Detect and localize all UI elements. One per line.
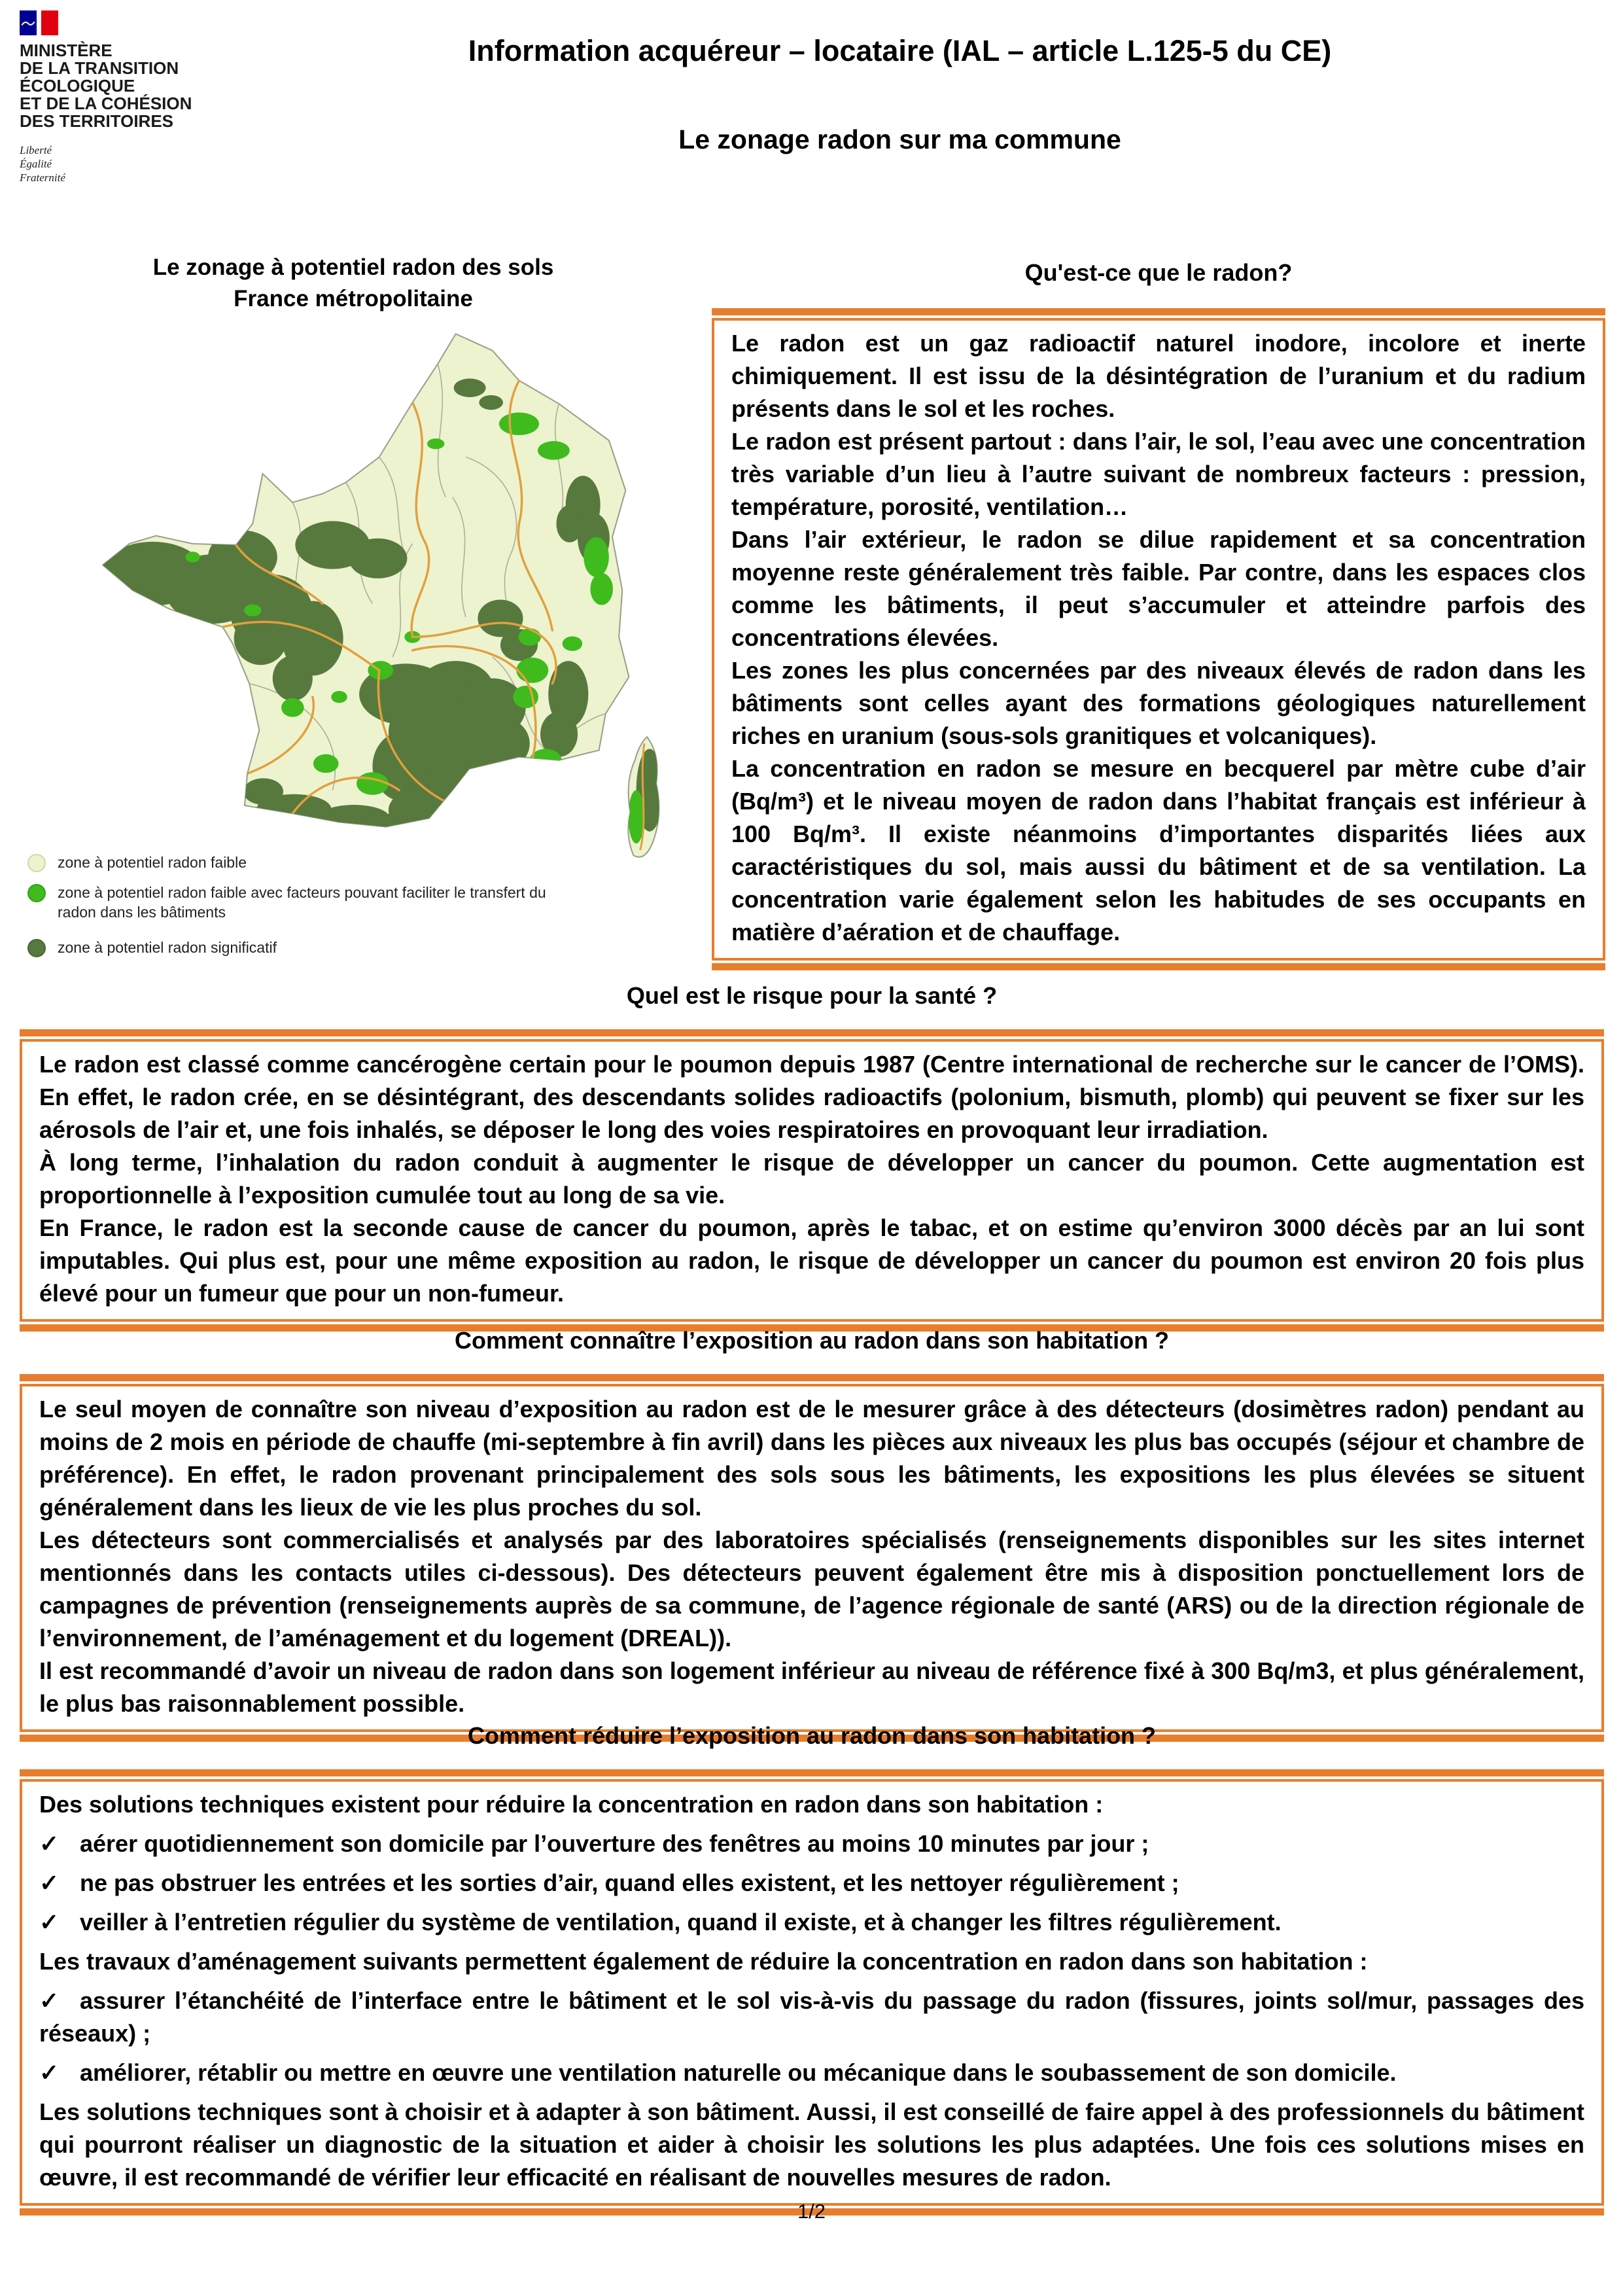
paragraph: Il est recommandé d’avoir un niveau de radon dans son logement inférieur au niveau de référence fixé à 300 Bq/m3, et plus généralement, le plus bas raisonnablement possible. — [39, 1657, 1584, 1717]
paragraph: Les zones les plus concernées par des niveaux élevés de radon dans les bâtiments sont celles ayant des formations géologiques naturellement riches en uranium (sous-sols granitiques et volcaniques). — [731, 657, 1586, 749]
section-heading: Qu'est-ce que le radon? — [1024, 259, 1293, 286]
paragraph: Les détecteurs sont commercialisés et analysés par des laboratoires spécialisés (renseignements disponibles sur les sites internet mentionnés dans les contacts utiles ci-dessous). Des détecteurs peuvent également être mis à disposition ponctuellement lors de campagnes de prévention (renseignements auprès de sa commune, de l’agence régionale de santé (ARS) ou de la direction régionale de l’environnement, de l’aménagement et du logement (DREAL)). — [39, 1527, 1584, 1651]
map-title-line2: France métropolitaine — [234, 286, 473, 311]
page-title: Information acquéreur – locataire (IAL – article L.125-5 du CE) — [468, 34, 1332, 67]
ministry-line: DE LA TRANSITION — [20, 58, 179, 78]
checklist-item: ✓ veiller à l’entretien régulier du système de ventilation, quand il existe, et à changer les filtres régulièrement. — [39, 1906, 1584, 1939]
legend-swatch-significatif-icon — [27, 939, 46, 957]
paragraph: Le seul moyen de connaître son niveau d’exposition au radon est de le mesurer grâce à des détecteurs (dosimètres radon) pendant au moins de 2 mois en période de chauffe (mi-septembre à fin avril) dans les pièces aux niveaux les plus bas occupés (séjour et chambre de préférence). En effet, le radon provenant principalement des sols sous les bâtiments, les expositions les plus élevées se situent généralement dans les lieux de vie les plus proches du sol. — [39, 1396, 1584, 1521]
check-icon: ✓ — [39, 2059, 60, 2086]
section-heading: Quel est le risque pour la santé ? — [626, 982, 998, 1009]
ministry-line: ÉCOLOGIQUE — [20, 76, 135, 96]
check-icon: ✓ — [39, 1909, 60, 1935]
section-know-exposure — [20, 1326, 1604, 1742]
orange-box — [20, 1029, 1604, 1332]
page-subtitle: Le zonage radon sur ma commune — [678, 124, 1121, 154]
ministry-line: DES TERRITOIRES — [20, 111, 174, 131]
section-heading: Comment réduire l’exposition au radon dans son habitation ? — [467, 1722, 1157, 1749]
ministry-line: ET DE LA COHÉSION — [20, 94, 192, 113]
legend-item-faible — [27, 853, 675, 872]
map-title — [20, 252, 687, 315]
paragraph: Les solutions techniques sont à choisir et à adapter à son bâtiment. Aussi, il est conseillé de faire appel à des professionnels du bâtiment qui pourront réaliser un diagnostic de la situation et aider à choisir les solutions les plus adaptées. Une fois ces solutions mises en œuvre, il est recommandé de vérifier leur efficacité en réalisant de nouvelles mesures de radon. — [39, 2098, 1584, 2191]
check-icon: ✓ — [39, 1869, 60, 1896]
checklist-item: ✓ aérer quotidiennement son domicile par l’ouverture des fenêtres au moins 10 minutes par jour ; — [39, 1828, 1584, 1860]
section-reduce-exposure — [20, 1722, 1604, 2216]
legend-label: zone à potentiel radon faible avec facteurs pouvant faciliter le transfert du radon dans les bâtiments — [58, 884, 546, 921]
checklist-item: ✓ assurer l’étanchéité de l’interface entre le bâtiment et le sol vis-à-vis du passage du radon (fissures, joints sol/mur, passages des réseaux) ; — [39, 1985, 1584, 2050]
check-icon: ✓ — [39, 1830, 60, 1857]
check-icon: ✓ — [39, 1987, 60, 2014]
paragraph: Le radon est un gaz radioactif naturel inodore, incolore et inerte chimiquement. Il est issu de la désintégration de l’uranium et du radium présents dans le sol et les roches. — [731, 330, 1586, 422]
paragraph: Le radon est classé comme cancérogène certain pour le poumon depuis 1987 (Centre international de recherche sur le cancer de l’OMS). En effet, le radon crée, en se désintégrant, des descendants solides radioactifs (polonium, bismuth, plomb) qui peuvent se fixer sur les aérosols de l’air et, une fois inhalés, se déposer le long des voies respiratoires en provoquant leur irradiation. — [39, 1051, 1584, 1143]
legend-swatch-faible-icon — [27, 854, 46, 872]
section-what-is-radon — [712, 258, 1605, 970]
section-health-risk — [20, 981, 1604, 1332]
paragraph: Les travaux d’aménagement suivants permettent également de réduire la concentration en radon dans son habitation : — [39, 1948, 1368, 1975]
map-legend — [27, 853, 675, 968]
legend-item-faible-facteurs — [27, 883, 675, 922]
legend-item-significatif — [27, 938, 675, 957]
paragraph: La concentration en radon se mesure en becquerel par mètre cube d’air (Bq/m³) et le niveau moyen de radon dans l’habitat français est inférieur à 100 Bq/m³. Il existe néanmoins d’importantes disparités liées aux caractéristiques du sol, mais aussi du bâtiment et de sa ventilation. La concentration varie également selon les habitudes de ses occupants en matière d’aération et de chauffage. — [731, 755, 1586, 945]
legend-label: zone à potentiel radon faible — [58, 854, 247, 871]
french-flag-icon — [20, 10, 63, 35]
checklist-item: ✓ améliorer, rétablir ou mettre en œuvre une ventilation naturelle ou mécanique dans le soubassement de son domicile. — [39, 2057, 1584, 2089]
map-title-line1: Le zonage à potentiel radon des sols — [152, 255, 554, 280]
paragraph: À long terme, l’inhalation du radon conduit à augmenter le risque de développer un cancer du poumon. Cette augmentation est proportionnelle à l’exposition cumulée tout au long de sa vie. — [39, 1149, 1584, 1209]
legend-swatch-faible-facteurs-icon — [27, 884, 46, 902]
ministry-line: MINISTÈRE — [20, 41, 113, 60]
france-radon-map — [92, 324, 693, 877]
orange-box — [20, 1769, 1604, 2216]
paragraph: Des solutions techniques existent pour réduire la concentration en radon dans son habitation : — [39, 1791, 1104, 1818]
section-heading: Comment connaître l’exposition au radon dans son habitation ? — [454, 1327, 1170, 1354]
paragraph: En France, le radon est la seconde cause de cancer du poumon, après le tabac, et on estime qu’environ 3000 décès par an lui sont imputables. Qui plus est, pour une même exposition au radon, le risque de développer un cancer du poumon est environ 20 fois plus élevé pour un fumeur que pour un non-fumeur. — [39, 1214, 1584, 1307]
checklist-item: ✓ ne pas obstruer les entrées et les sorties d’air, quand elles existent, et les nettoyer régulièrement ; — [39, 1867, 1584, 1899]
legend-label: zone à potentiel radon significatif — [58, 939, 277, 956]
marianne-swoosh-icon — [21, 18, 35, 27]
orange-box — [712, 308, 1605, 970]
orange-box — [20, 1374, 1604, 1742]
paragraph: Le radon est présent partout : dans l’air, le sol, l’eau avec une concentration très variable d’un lieu à l’autre suivant de nombreux facteurs : pression, température, porosité, ventilation… — [731, 428, 1586, 520]
paragraph: Dans l’air extérieur, le radon se dilue rapidement et sa concentration moyenne reste généralement très faible. Par contre, dans les espaces clos comme les bâtiments, il peut s’accumuler et atteindre parfois des concentrations élevées. — [731, 526, 1586, 651]
page-number: 1/2 — [797, 2200, 826, 2223]
republic-motto: Liberté Égalité Fraternité — [20, 144, 65, 184]
